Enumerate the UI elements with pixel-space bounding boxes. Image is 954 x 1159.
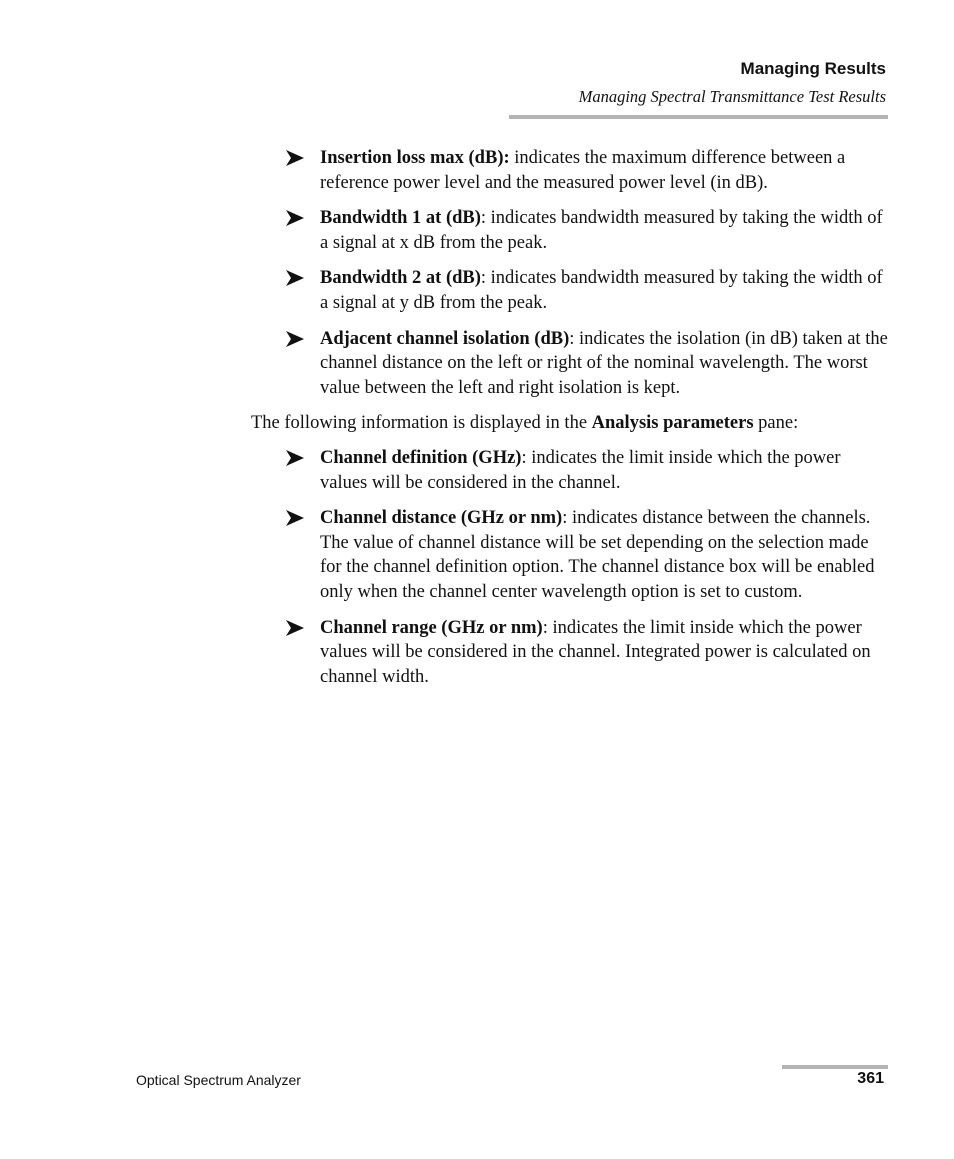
header-rule — [509, 115, 888, 119]
intro-text-end: pane: — [753, 413, 799, 434]
list-item-text: : indicates the limit inside which the power values will be considered in the channel. Integrated power is calculated on channel width. — [320, 617, 871, 687]
arrow-bullet-icon — [286, 510, 304, 526]
list-item-text: : indicates distance between the channels. The value of channel distance will be set depending on the selection made for the channel definition option. The channel distance box will be enabled only when the channel center wavelength option is set to custom. — [320, 508, 875, 602]
chapter-title: Managing Results — [740, 59, 886, 78]
arrow-bullet-icon — [286, 450, 304, 466]
list-item — [251, 616, 891, 690]
list-item — [251, 266, 891, 315]
list-item-text: : indicates the isolation (in dB) taken at the channel distance on the left or right of the nominal wavelength. The worst value between the left and right isolation is kept. — [320, 328, 888, 398]
footer-product-name: Optical Spectrum Analyzer — [136, 1072, 301, 1088]
list-item-text: : indicates the limit inside which the power values will be considered in the channel. — [320, 447, 841, 493]
list-item-term: Adjacent channel isolation (dB) — [320, 328, 570, 349]
page-body — [251, 146, 891, 700]
list-item — [251, 506, 891, 604]
arrow-bullet-icon — [286, 150, 304, 166]
list-item-text: : indicates bandwidth measured by taking the width of a signal at x dB from the peak. — [320, 208, 883, 253]
intro-pane-name: Analysis parameters — [591, 413, 754, 434]
intro-paragraph — [251, 411, 891, 436]
list-item — [251, 206, 891, 255]
list-item-term: Insertion loss max (dB): — [320, 148, 510, 168]
list-item-text: : indicates bandwidth measured by taking the width of a signal at y dB from the peak. — [320, 268, 883, 313]
list-item-text: indicates the maximum difference between a reference power level and the measured power level (in dB). — [320, 148, 846, 193]
arrow-bullet-icon — [286, 331, 304, 347]
running-header — [579, 58, 886, 108]
intro-text: The following information is displayed in the — [251, 413, 592, 434]
bullet-list-results — [251, 146, 891, 400]
arrow-bullet-icon — [286, 210, 304, 226]
list-item-term: Bandwidth 2 at (dB) — [320, 268, 481, 289]
list-item — [251, 446, 891, 495]
list-item-term: Channel range (GHz or nm) — [320, 617, 543, 638]
list-item — [251, 327, 891, 401]
list-item-term: Channel distance (GHz or nm) — [320, 508, 563, 529]
page-number: 361 — [857, 1070, 884, 1087]
section-title: Managing Spectral Transmittance Test Results — [578, 87, 886, 106]
bullet-list-parameters — [251, 446, 891, 689]
list-item-term: Bandwidth 1 at (dB) — [320, 208, 481, 229]
list-item-term: Channel definition (GHz) — [320, 447, 522, 468]
list-item — [251, 146, 891, 195]
arrow-bullet-icon — [286, 620, 304, 636]
arrow-bullet-icon — [286, 270, 304, 286]
